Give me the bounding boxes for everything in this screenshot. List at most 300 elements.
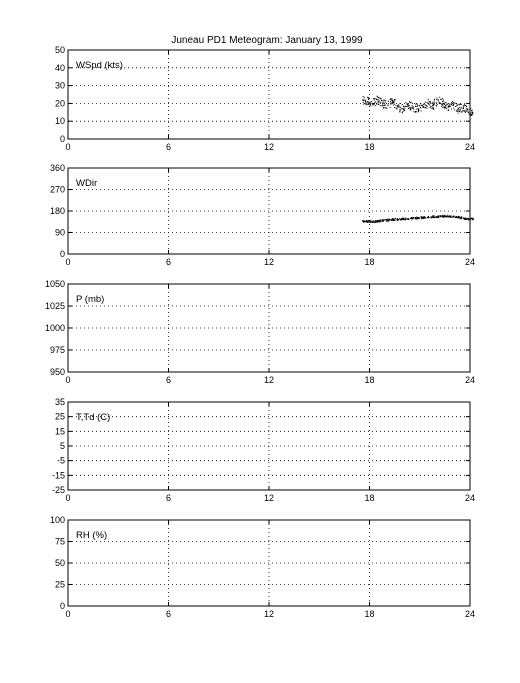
data-point-scatter [424, 104, 425, 105]
data-point-scatter [452, 101, 453, 102]
data-point-scatter [376, 220, 377, 221]
data-point-scatter [439, 102, 440, 103]
data-point-scatter [421, 218, 422, 219]
data-point-scatter [459, 107, 460, 108]
y-tick-label: 15 [54, 426, 65, 437]
data-point-scatter [408, 219, 409, 220]
data-point-scatter [429, 104, 430, 105]
x-tick-label: 0 [65, 609, 71, 619]
data-point-scatter [397, 105, 398, 106]
x-tick-label: 24 [464, 375, 476, 385]
x-tick-label: 24 [464, 493, 476, 503]
data-point-scatter [370, 106, 371, 107]
data-point-scatter [461, 107, 462, 108]
y-tick-label: 50 [54, 558, 65, 568]
x-tick-label: 12 [263, 375, 275, 385]
data-point-scatter [468, 218, 469, 219]
data-point-scatter [444, 104, 445, 105]
data-point-scatter [386, 108, 387, 109]
data-point-scatter [409, 105, 410, 106]
data-point-scatter [436, 102, 437, 103]
data-point-scatter [370, 104, 371, 105]
data-point-scatter [404, 109, 405, 110]
data-point-scatter [391, 98, 392, 99]
data-point-scatter [433, 107, 434, 108]
data-point-scatter [374, 100, 375, 101]
data-point-scatter [394, 104, 395, 105]
data-point-scatter [460, 108, 461, 109]
y-tick-label: 270 [49, 184, 65, 195]
data-point-scatter [371, 221, 372, 222]
y-tick-label: 25 [54, 411, 65, 422]
data-point-scatter [444, 215, 445, 216]
data-point-scatter [465, 105, 466, 106]
data-point [468, 112, 469, 113]
data-point-scatter [366, 104, 367, 105]
data-point-scatter [434, 101, 435, 102]
data-point-scatter [415, 106, 416, 107]
data-point-scatter [382, 101, 383, 102]
data-point-scatter [415, 104, 416, 105]
data-point-scatter [380, 102, 381, 103]
data-point [463, 106, 464, 107]
data-point-scatter [434, 217, 435, 218]
data-point-scatter [442, 107, 443, 108]
data-point-scatter [370, 103, 371, 104]
data-point-scatter [443, 99, 444, 100]
data-point-scatter [409, 101, 410, 102]
data-point-scatter [388, 219, 389, 220]
data-point-scatter [451, 102, 452, 103]
data-point-scatter [432, 102, 433, 103]
data-point-scatter [390, 107, 391, 108]
data-point-scatter [399, 109, 400, 110]
y-tick-label: 40 [54, 62, 65, 73]
data-point-scatter [381, 220, 382, 221]
data-point-scatter [451, 103, 452, 104]
x-tick-label: 24 [464, 142, 476, 152]
data-point-scatter [437, 104, 438, 105]
data-point-scatter [459, 218, 460, 219]
data-point-scatter [407, 106, 408, 107]
data-point-scatter [435, 217, 436, 218]
data-point-scatter [430, 101, 431, 102]
x-tick-label: 6 [165, 493, 172, 503]
data-point-scatter [367, 104, 368, 105]
data-point-scatter [440, 216, 441, 217]
data-point-scatter [442, 104, 443, 105]
data-point-scatter [436, 97, 437, 98]
data-point-scatter [372, 104, 373, 105]
data-point-scatter [445, 105, 446, 106]
data-point-scatter [441, 216, 442, 217]
data-point-scatter [446, 104, 447, 105]
data-point-scatter [450, 216, 451, 217]
data-point-scatter [434, 99, 435, 100]
data-point-scatter [363, 102, 364, 103]
data-point [458, 108, 459, 109]
data-point-scatter [438, 101, 439, 102]
data-point-scatter [466, 108, 467, 109]
data-point-scatter [365, 103, 366, 104]
data-point-scatter [431, 103, 432, 104]
data-point-scatter [451, 217, 452, 218]
data-point-scatter [431, 217, 432, 218]
data-point-scatter [404, 217, 405, 218]
data-point-scatter [394, 107, 395, 108]
x-tick-label: 0 [65, 493, 71, 503]
data-point-scatter [368, 221, 369, 222]
x-tick-label: 12 [263, 609, 275, 619]
data-point-scatter [470, 219, 471, 220]
data-point-scatter [414, 103, 415, 104]
data-point-scatter [433, 109, 434, 110]
x-tick-label: 12 [263, 493, 275, 503]
data-point-scatter [473, 217, 474, 218]
data-point-scatter [393, 218, 394, 219]
data-point-scatter [389, 219, 390, 220]
panel-label: T,Td (C) [76, 412, 111, 423]
data-point-scatter [458, 110, 459, 111]
data-point-scatter [420, 103, 421, 104]
data-point-scatter [383, 100, 384, 101]
data-point-scatter [464, 110, 465, 111]
data-point-scatter [362, 220, 363, 221]
data-point-scatter [393, 220, 394, 221]
data-point-scatter [464, 218, 465, 219]
data-point-scatter [428, 104, 429, 105]
y-tick-label: 10 [54, 116, 65, 127]
data-point-scatter [364, 221, 365, 222]
data-point-scatter [449, 106, 450, 107]
data-point-scatter [431, 106, 432, 107]
data-point-scatter [410, 110, 411, 111]
data-point-scatter [383, 105, 384, 106]
data-point-scatter [423, 106, 424, 107]
data-point-scatter [436, 216, 437, 217]
data-point-scatter [403, 106, 404, 107]
data-point-scatter [421, 105, 422, 106]
y-tick-label: -15 [51, 470, 65, 481]
data-point-scatter [401, 108, 402, 109]
data-point-scatter [462, 111, 463, 112]
data-point-scatter [428, 101, 429, 102]
data-point [372, 103, 373, 104]
data-point-scatter [445, 216, 446, 217]
data-point-scatter [404, 219, 405, 220]
data-point-scatter [416, 109, 417, 110]
y-tick-label: 50 [54, 45, 65, 55]
data-point-scatter [398, 105, 399, 106]
data-point-scatter [431, 108, 432, 109]
data-point-scatter [413, 111, 414, 112]
data-point [387, 105, 388, 106]
data-point-scatter [394, 99, 395, 100]
data-point-scatter [456, 103, 457, 104]
y-tick-label: 0 [59, 601, 65, 611]
data-point-scatter [453, 216, 454, 217]
panel-label: P (mb) [76, 294, 105, 305]
data-point-scatter [375, 98, 376, 99]
data-point-scatter [436, 99, 437, 100]
data-point-scatter [468, 109, 469, 110]
y-tick-label: 30 [54, 80, 65, 91]
data-point-scatter [399, 218, 400, 219]
data-point-scatter [373, 222, 374, 223]
data-point-scatter [382, 105, 383, 106]
data-point-scatter [461, 216, 462, 217]
data-point-scatter [464, 105, 465, 106]
data-point-scatter [369, 98, 370, 99]
y-tick-label: -25 [51, 485, 65, 495]
data-point-scatter [385, 105, 386, 106]
data-point-scatter [423, 218, 424, 219]
data-point-scatter [410, 218, 411, 219]
data-point-scatter [363, 100, 364, 101]
data-point-scatter [472, 110, 473, 111]
data-point-scatter [456, 216, 457, 217]
panel-1 [55, 45, 475, 152]
data-point-scatter [367, 222, 368, 223]
data-point-scatter [460, 110, 461, 111]
panel-label: WDir [76, 178, 98, 189]
data-point-scatter [375, 101, 376, 102]
panels [45, 45, 475, 619]
data-point-scatter [447, 216, 448, 217]
y-tick-label: 90 [54, 227, 65, 238]
data-point-scatter [417, 104, 418, 105]
data-point-scatter [364, 100, 365, 101]
data-point-scatter [379, 97, 380, 98]
data-point-scatter [462, 108, 463, 109]
data-point-scatter [421, 110, 422, 111]
data-point-scatter [395, 105, 396, 106]
data-point-scatter [378, 104, 379, 105]
data-point-scatter [377, 96, 378, 97]
data-point-scatter [397, 219, 398, 220]
data-point-scatter [400, 109, 401, 110]
data-point-scatter [366, 221, 367, 222]
data-point-scatter [457, 105, 458, 106]
data-point-scatter [441, 105, 442, 106]
data-point-scatter [393, 102, 394, 103]
data-point-scatter [385, 102, 386, 103]
data-point-scatter [381, 221, 382, 222]
data-point-scatter [379, 221, 380, 222]
data-point-scatter [451, 215, 452, 216]
data-point [448, 106, 449, 107]
data-point-scatter [438, 217, 439, 218]
data-point-scatter [469, 114, 470, 115]
x-tick-label: 6 [165, 375, 172, 385]
data-point-scatter [432, 103, 433, 104]
data-point-scatter [422, 105, 423, 106]
data-point-scatter [368, 102, 369, 103]
data-point [438, 99, 439, 100]
data-point-scatter [379, 100, 380, 101]
data-point-scatter [442, 98, 443, 99]
data-point-scatter [393, 105, 394, 106]
data-point-scatter [418, 109, 419, 110]
x-tick-label: 12 [263, 257, 275, 267]
data-point-scatter [374, 104, 375, 105]
data-point-scatter [384, 220, 385, 221]
data-point-scatter [428, 216, 429, 217]
data-point-scatter [384, 100, 385, 101]
data-point-scatter [446, 107, 447, 108]
data-point-scatter [370, 220, 371, 221]
data-point-scatter [402, 104, 403, 105]
data-point-scatter [461, 218, 462, 219]
y-tick-label: 0 [59, 249, 65, 259]
data-point-scatter [376, 221, 377, 222]
data-point-scatter [408, 106, 409, 107]
data-point-scatter [452, 103, 453, 104]
y-tick-label: 950 [49, 367, 65, 377]
data-point-scatter [411, 102, 412, 103]
data-point-scatter [386, 219, 387, 220]
data-point-scatter [402, 112, 403, 113]
data-point-scatter [399, 103, 400, 104]
x-tick-label: 6 [165, 609, 172, 619]
data-point-scatter [459, 111, 460, 112]
data-point-scatter [369, 103, 370, 104]
data-point-scatter [449, 104, 450, 105]
data-point-scatter [366, 102, 367, 103]
data-point-scatter [390, 103, 391, 104]
data-point-scatter [465, 110, 466, 111]
data-point-scatter [386, 103, 387, 104]
data-point-scatter [380, 105, 381, 106]
data-point-scatter [390, 101, 391, 102]
data-point-scatter [398, 219, 399, 220]
data-point-scatter [440, 215, 441, 216]
data-point-scatter [429, 102, 430, 103]
data-point-scatter [374, 98, 375, 99]
panel-label: RH (%) [76, 530, 108, 541]
data-point-scatter [399, 106, 400, 107]
data-point-scatter [410, 108, 411, 109]
data-point-scatter [390, 219, 391, 220]
data-point-scatter [455, 103, 456, 104]
x-tick-label: 0 [65, 142, 71, 152]
data-point-scatter [390, 98, 391, 99]
data-point-scatter [458, 113, 459, 114]
data-point-scatter [459, 217, 460, 218]
data-point-scatter [423, 104, 424, 105]
y-tick-label: 5 [59, 441, 65, 451]
data-point-scatter [379, 222, 380, 223]
data-point-scatter [415, 218, 416, 219]
data-point-scatter [373, 103, 374, 104]
x-tick-label: 12 [263, 142, 275, 152]
x-tick-label: 18 [364, 609, 375, 619]
data-point-scatter [375, 222, 376, 223]
data-point-scatter [421, 217, 422, 218]
y-tick-label: -5 [56, 455, 65, 466]
data-point-scatter [369, 220, 370, 221]
data-point-scatter [466, 106, 467, 107]
data-point-scatter [413, 217, 414, 218]
data-point-scatter [381, 100, 382, 101]
data-point-scatter [384, 107, 385, 108]
data-point-scatter [388, 221, 389, 222]
data-point-scatter [420, 107, 421, 108]
y-tick-label: 35 [54, 397, 65, 407]
y-tick-label: 20 [54, 98, 65, 109]
data-point-scatter [425, 102, 426, 103]
data-point-scatter [410, 102, 411, 103]
data-point-scatter [446, 108, 447, 109]
y-tick-label: 75 [54, 536, 65, 547]
y-tick-label: 0 [59, 134, 65, 144]
data-point-scatter [443, 217, 444, 218]
data-point-scatter [419, 105, 420, 106]
data-point-scatter [471, 111, 472, 112]
data-point-scatter [391, 102, 392, 103]
data-point-scatter [382, 220, 383, 221]
x-tick-label: 18 [364, 493, 375, 503]
data-point-scatter [425, 107, 426, 108]
data-point-scatter [441, 99, 442, 100]
data-point-scatter [376, 98, 377, 99]
y-tick-label: 25 [54, 579, 65, 590]
x-tick-label: 24 [464, 257, 476, 267]
y-tick-label: 360 [49, 163, 65, 173]
panel-3 [45, 279, 475, 385]
data-point-scatter [385, 100, 386, 101]
data-point-scatter [400, 107, 401, 108]
data-point-scatter [370, 102, 371, 103]
data-point-scatter [443, 106, 444, 107]
data-point-scatter [405, 102, 406, 103]
data-point-scatter [383, 107, 384, 108]
data-point-scatter [403, 111, 404, 112]
x-tick-label: 18 [364, 257, 375, 267]
x-tick-label: 18 [364, 375, 375, 385]
x-tick-label: 0 [65, 375, 71, 385]
data-point-scatter [404, 110, 405, 111]
data-point-scatter [470, 113, 471, 114]
data-point-scatter [466, 111, 467, 112]
data-point-scatter [370, 222, 371, 223]
data-point-scatter [467, 109, 468, 110]
panel-4 [52, 397, 475, 503]
data-point-scatter [455, 217, 456, 218]
data-point-scatter [428, 99, 429, 100]
data-point-scatter [455, 106, 456, 107]
data-point-scatter [456, 110, 457, 111]
data-point-scatter [447, 215, 448, 216]
data-point-scatter [424, 217, 425, 218]
data-point-scatter [459, 104, 460, 105]
data-point-scatter [368, 104, 369, 105]
data-point-scatter [426, 108, 427, 109]
data-point-scatter [385, 219, 386, 220]
data-point-scatter [472, 114, 473, 115]
x-tick-label: 6 [165, 257, 172, 267]
data-point-scatter [460, 104, 461, 105]
data-point-scatter [444, 102, 445, 103]
data-point-scatter [442, 104, 443, 105]
data-point-scatter [430, 107, 431, 108]
data-point-scatter [427, 102, 428, 103]
data-point-scatter [448, 110, 449, 111]
data-point-scatter [471, 218, 472, 219]
data-point-scatter [407, 103, 408, 104]
data-point-scatter [410, 107, 411, 108]
data-point [377, 99, 378, 100]
